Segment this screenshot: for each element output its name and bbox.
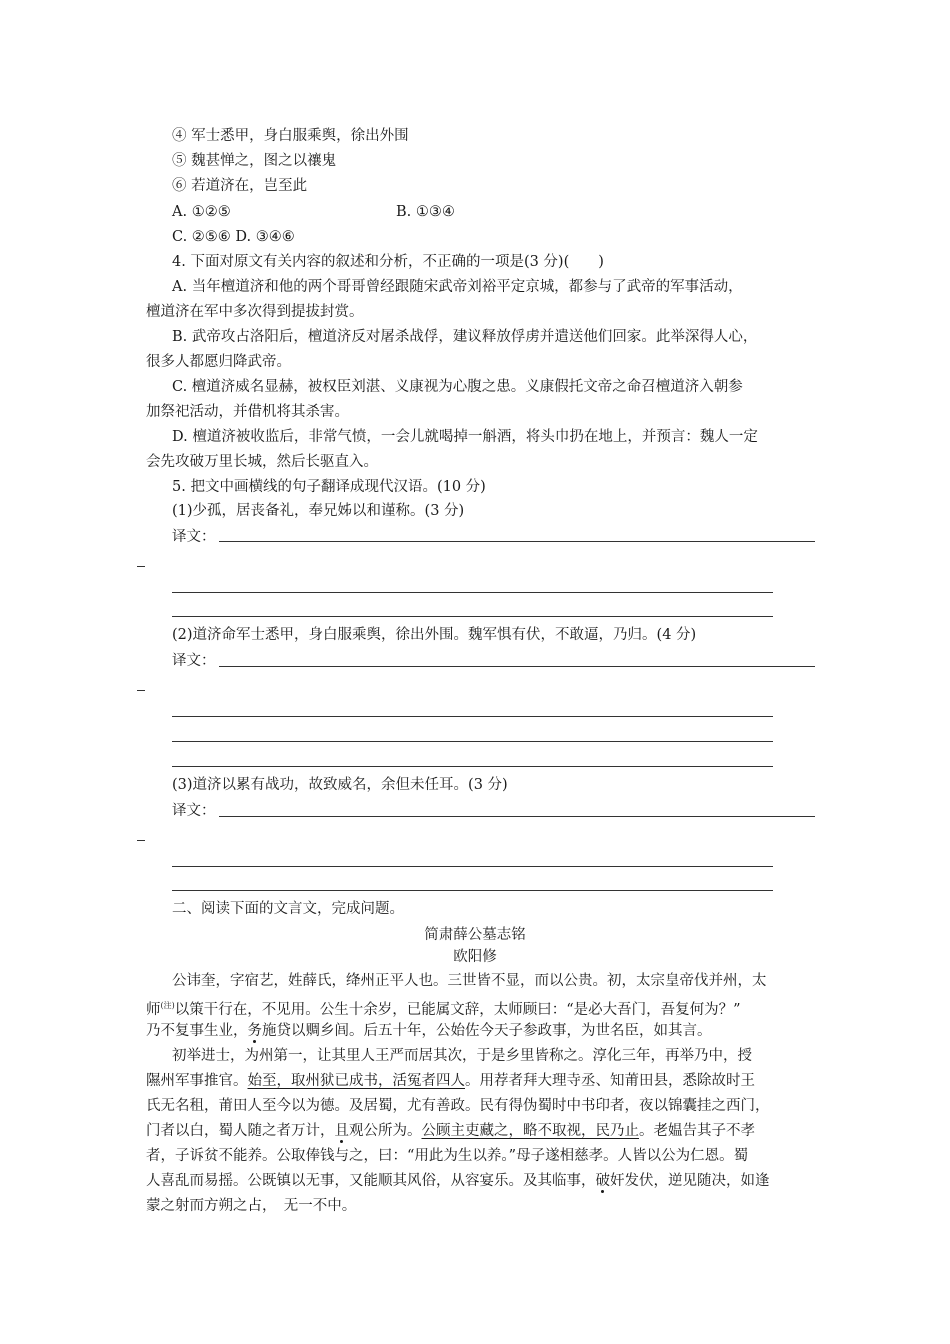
margin-dash bbox=[137, 840, 145, 841]
dotted-char: 破 bbox=[595, 1173, 610, 1189]
underlined-sentence: 公顾主吏藏之，略不取视，民乃止 bbox=[421, 1123, 639, 1139]
margin-dash bbox=[137, 566, 145, 567]
passage-line: 氏无名租，莆田人至今以为德。及居蜀，尤有善政。民有得伪蜀时中书印者，夜以锦囊挂之西门， bbox=[146, 1098, 770, 1114]
choice-b: B. ①③④ bbox=[396, 204, 455, 220]
answer-line[interactable] bbox=[172, 616, 773, 617]
section-2-heading: 二、阅读下面的文言文，完成问题。 bbox=[172, 901, 404, 917]
answer-line[interactable] bbox=[219, 541, 815, 542]
passage-line: 隰州军事推官。始至，取州狱已成书，活冤者四人。用荐者拜大理寺丞、知莆田县，悉除故时王 bbox=[146, 1073, 755, 1089]
passage-line: 公讳奎，字宿艺，姓薛氏，绛州正平人也。三世皆不显，而以公贵。初，太宗皇帝伐并州，太 bbox=[172, 973, 767, 989]
sentence-1: (1)少孤，居丧备礼，奉兄姊以和谨称。(3 分) bbox=[172, 503, 465, 519]
passage-line: 者，子诉贫不能养。公取俸钱与之，曰：“用此为生以养。”母子遂相慈孝。人皆以公为仁恩。蜀 bbox=[146, 1148, 749, 1164]
translation-label-1: 译文： bbox=[172, 529, 216, 545]
translation-label-2: 译文： bbox=[172, 653, 216, 669]
passage-line: 乃不复事生业，务施贷以赒乡闾。后五十年，公始佐今天子参政事，为世名臣，如其言。 bbox=[146, 1023, 712, 1039]
q4-option-b-line1: B. 武帝攻占洛阳后，檀道济反对屠杀战俘，建议释放俘虏并遣送他们回家。此举深得人心， bbox=[172, 329, 758, 345]
translation-label-3: 译文： bbox=[172, 803, 216, 819]
passage-line: 初举进士，为州第一，让其里人王严而居其次，于是乡里皆称之。淳化三年，再举乃中，授 bbox=[172, 1048, 752, 1064]
margin-dash bbox=[137, 690, 145, 691]
answer-line[interactable] bbox=[172, 866, 773, 867]
answer-line[interactable] bbox=[172, 741, 773, 742]
choice-cd: C. ②⑤⑥ D. ③④⑥ bbox=[172, 229, 295, 245]
answer-line[interactable] bbox=[172, 716, 773, 717]
dotted-char: 务 bbox=[247, 1023, 262, 1039]
passage-title: 简肃薛公墓志铭 bbox=[424, 927, 526, 943]
sentence-3: (3)道济以累有战功，故致威名，余但未任耳。(3 分) bbox=[172, 777, 508, 793]
answer-line[interactable] bbox=[172, 592, 773, 593]
passage-line: 蒙之射而方朔之占， 无一不中。 bbox=[146, 1198, 357, 1214]
q4-option-d-line1: D. 檀道济被收监后，非常气愤，一会儿就喝掉一斛酒，将头巾扔在地上，并预言：魏人一定 bbox=[172, 429, 758, 445]
answer-line[interactable] bbox=[172, 766, 773, 767]
option-5: ⑤ 魏甚惮之，图之以禳鬼 bbox=[172, 153, 337, 169]
q4-option-c-line1: C. 檀道济威名显赫，被权臣刘湛、义康视为心腹之患。义康假托文帝之命召檀道济入朝参 bbox=[172, 379, 743, 395]
passage-author: 欧阳修 bbox=[453, 949, 497, 965]
q4-option-a-line2: 檀道济在军中多次得到提拔封赏。 bbox=[146, 304, 364, 320]
passage-line: 人喜乱而易摇。公既镇以无事，又能顺其风俗，从容宴乐。及其临事，破奸发伏，逆见随决，如逢 bbox=[146, 1173, 770, 1189]
answer-line[interactable] bbox=[219, 666, 815, 667]
q4-option-b-line2: 很多人都愿归降武帝。 bbox=[146, 354, 291, 370]
choice-a: A. ①②⑤ bbox=[172, 204, 231, 220]
sentence-2: (2)道济命军士悉甲，身白服乘舆，徐出外围。魏军惧有伏，不敢逼，乃归。(4 分) bbox=[172, 627, 697, 643]
underlined-sentence: 始至，取州狱已成书，活冤者四人 bbox=[247, 1073, 465, 1089]
option-6: ⑥ 若道济在，岂至此 bbox=[172, 178, 308, 194]
passage-line: 师$^{(注)}$以策干行在，不见用。公生十余岁，已能属文辞，太师顾曰：“是必大吾门，吾复何为？” bbox=[146, 1001, 741, 1018]
footnote-marker: (注) bbox=[160, 1001, 175, 1010]
q4-option-c-line2: 加祭祀活动，并借机将其杀害。 bbox=[146, 404, 349, 420]
answer-line[interactable] bbox=[172, 890, 773, 891]
q4-option-a-line1: A. 当年檀道济和他的两个哥哥曾经跟随宋武帝刘裕平定京城，都参与了武帝的军事活动， bbox=[172, 279, 743, 295]
question-5: 5. 把文中画横线的句子翻译成现代汉语。(10 分) bbox=[172, 479, 486, 495]
answer-line[interactable] bbox=[219, 816, 815, 817]
passage-line: 门者以白，蜀人随之者万计，且观公所为。公顾主吏藏之，略不取视，民乃止。老媪告其子不孝 bbox=[146, 1123, 755, 1139]
question-4: 4. 下面对原文有关内容的叙述和分析，不正确的一项是(3 分)( ) bbox=[172, 254, 604, 270]
dotted-char: 且 bbox=[334, 1123, 349, 1139]
q4-option-d-line2: 会先攻破万里长城，然后长驱直入。 bbox=[146, 454, 378, 470]
option-4: ④ 军士悉甲，身白服乘舆，徐出外围 bbox=[172, 128, 409, 144]
